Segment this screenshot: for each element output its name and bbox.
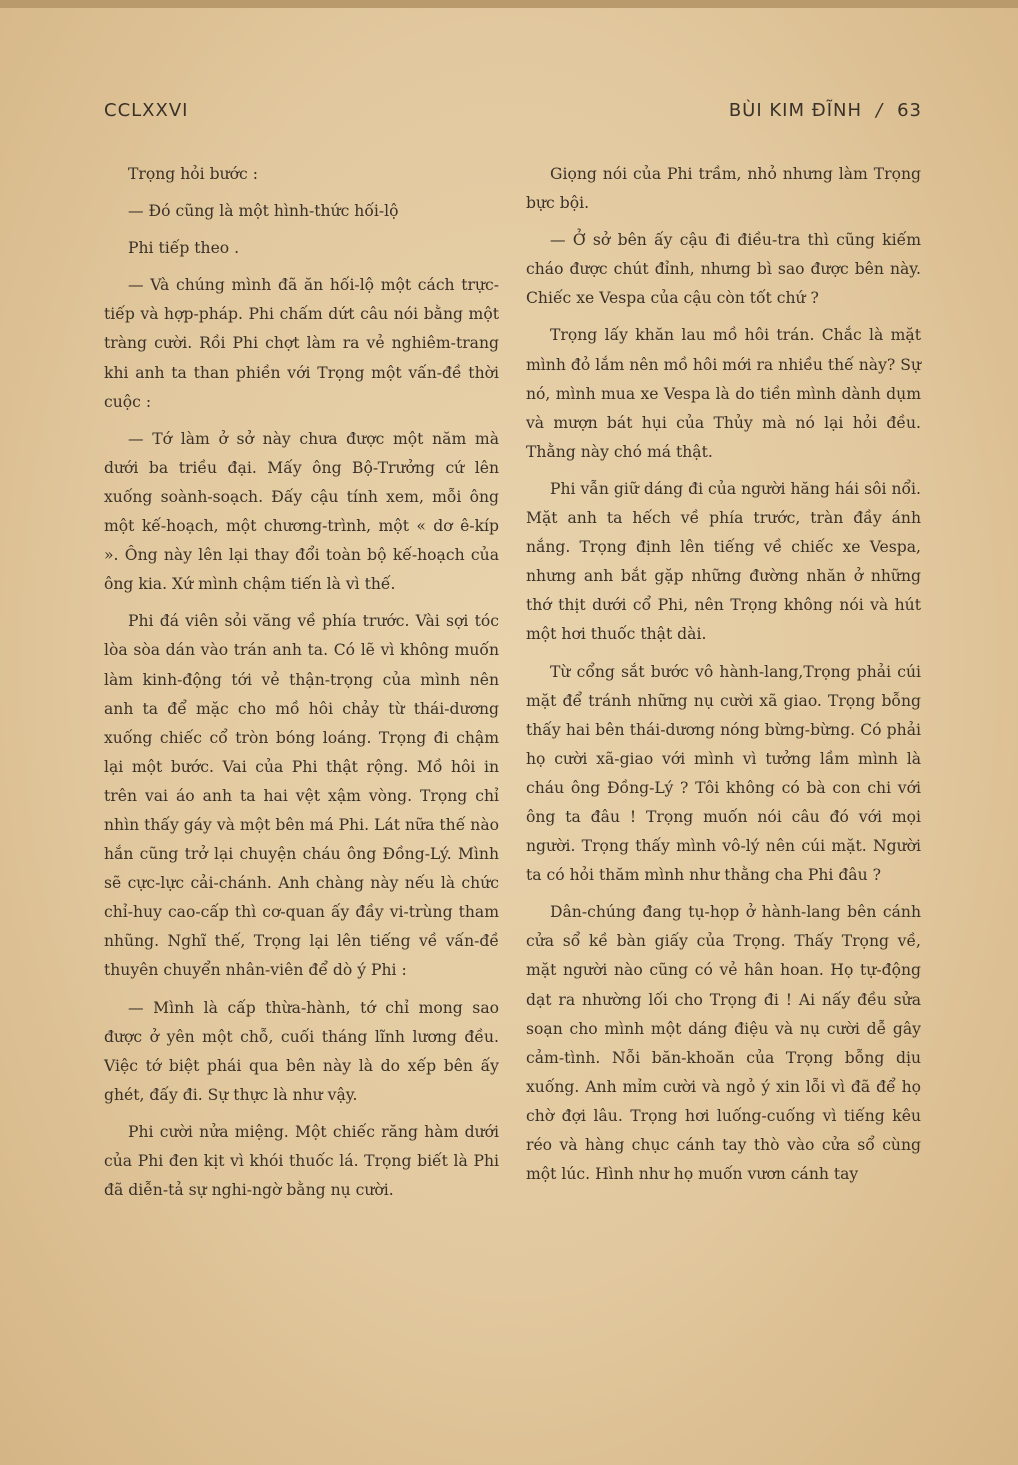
paragraph: — Mình là cấp thừa-hành, tớ chỉ mong sao được ở yên một chỗ, cuối tháng lĩnh lương đều. Việc tớ biệt phái qua bên này là do xếp bên ấy ghét, đấy đi. Sự thực là như vậy. (104, 998, 499, 1104)
author-name: BÙI KIM ĐĨNH (728, 100, 863, 121)
paragraph: — Đó cũng là một hình-thức hối-lộ (128, 202, 399, 221)
paragraph: Phi tiếp theo . (128, 239, 240, 258)
paragraph: — Tớ làm ở sở này chưa được một năm mà dưới ba triều đại. Mấy ông Bộ-Trưởng cứ lên xuống soành-soạch. Đấy cậu tính xem, mỗi ông một kế-hoạch, một chương-trình, một « dơ ê-kíp ». Ông này lên lại thay đổi toàn bộ kế-hoạch của ông kia. Xứ mình chậm tiến là vì thế. (104, 429, 499, 594)
paragraph: Giọng nói của Phi trầm, nhỏ nhưng làm Trọng bực bội. (526, 165, 921, 213)
right-text-column (526, 160, 921, 1189)
page-number: 63 (897, 100, 922, 121)
paragraph: Phi đá viên sỏi văng về phía trước. Vài sợi tóc lòa sòa dán vào trán anh ta. Có lẽ vì không muốn làm kinh-động tới vẻ thận-trọng của mình nên anh ta để mặc cho mồ hôi chảy từ thái-dương xuống chiếc cổ tròn bóng loáng. Trọng đi chậm lại một bước. Vai của Phi thật rộng. Mồ hôi in trên vai áo anh ta hai vệt xậm vòng. Trọng chỉ nhìn thấy gáy và một bên má Phi. Lát nữa thế nào hắn cũng trở lại chuyện cháu ông Đồng-Lý. Mình sẽ cực-lực cải-chánh. Anh chàng này nếu là chức chỉ-huy cao-cấp thì cơ-quan ấy đầy vi-trùng tham nhũng. Nghĩ thế, Trọng lại lên tiếng về vấn-đề thuyên chuyển nhân-viên để dò ý Phi : (104, 612, 499, 980)
paragraph: Trọng lấy khăn lau mồ hôi trán. Chắc là mặt mình đỏ lắm nên mồ hôi mới ra nhiều thế này? Sự nó, mình mua xe Vespa là do tiền mình dành dụm và mượn bát hụi của Thủy mà nó lại hỏi đều. Thằng này chó má thật. (526, 326, 921, 461)
paragraph: Dân-chúng đang tụ-họp ở hành-lang bên cánh cửa sổ kề bàn giấy của Trọng. Thấy Trọng về, mặt người nào cũng có vẻ hân hoan. Họ tự-động dạt ra nhường lối cho Trọng đi ! Ai nấy đều sửa soạn cho mình một dáng điệu và nụ cười dễ gây cảm-tình. Nỗi băn-khoăn của Trọng bỗng dịu xuống. Anh mỉm cười và ngỏ ý xin lỗi vì đã để họ chờ đợi lâu. Trọng hơi luống-cuống vì tiếng kêu réo và hàng chục cánh tay thò vào cửa sổ cùng một lúc. Hình như họ muốn vươn cánh tay (526, 903, 921, 1184)
running-head (729, 100, 922, 121)
paragraph: — Và chúng mình đã ăn hối-lộ một cách trực-tiếp và hợp-pháp. Phi chấm dứt câu nói bằng một tràng cười. Rồi Phi chợt làm ra vẻ nghiêm-trang khi anh ta than phiền với Trọng một vấn-đề thời cuộc : (104, 276, 499, 411)
paragraph: Từ cổng sắt bước vô hành-lang,Trọng phải cúi mặt để tránh những nụ cười xã giao. Trọng bỗng thấy hai bên thái-dương nóng bừng-bừng. Có phải họ cười xã-giao với mình vì tưởng lầm mình là cháu ông Đồng-Lý ? Tôi không có bà con chi với ông ta đâu ! Trọng muốn nói câu đó với mọi người. Trọng thấy mình vô-lý nên cúi mặt. Người ta có hỏi thăm mình như thằng cha Phi đâu ? (526, 662, 921, 885)
paragraph: — Ở sở bên ấy cậu đi điều-tra thì cũng kiếm cháo được chút đỉnh, nhưng bì sao được bên này. Chiếc xe Vespa của cậu còn tốt chứ ? (526, 231, 921, 308)
paragraph: Trọng hỏi bước : (128, 165, 258, 183)
paragraph: Phi vẫn giữ dáng đi của người hăng hái sôi nổi. Mặt anh ta hếch về phía trước, tràn đầy ánh nắng. Trọng định lên tiếng về chiếc xe Vespa, nhưng anh bắt gặp những đường nhăn ở những thớ thịt dưới cổ Phi, nên Trọng không nói và hút một hơi thuốc thật dài. (526, 479, 921, 644)
header-separator: / (876, 100, 884, 121)
page-header (104, 100, 922, 130)
chapter-number: CCLXXVI (104, 100, 189, 121)
paragraph: Phi cười nửa miệng. Một chiếc răng hàm dưới của Phi đen kịt vì khói thuốc lá. Trọng biết là Phi đã diễn-tả sự nghi-ngờ bằng nụ cười. (104, 1122, 499, 1200)
left-text-column (104, 160, 499, 1205)
